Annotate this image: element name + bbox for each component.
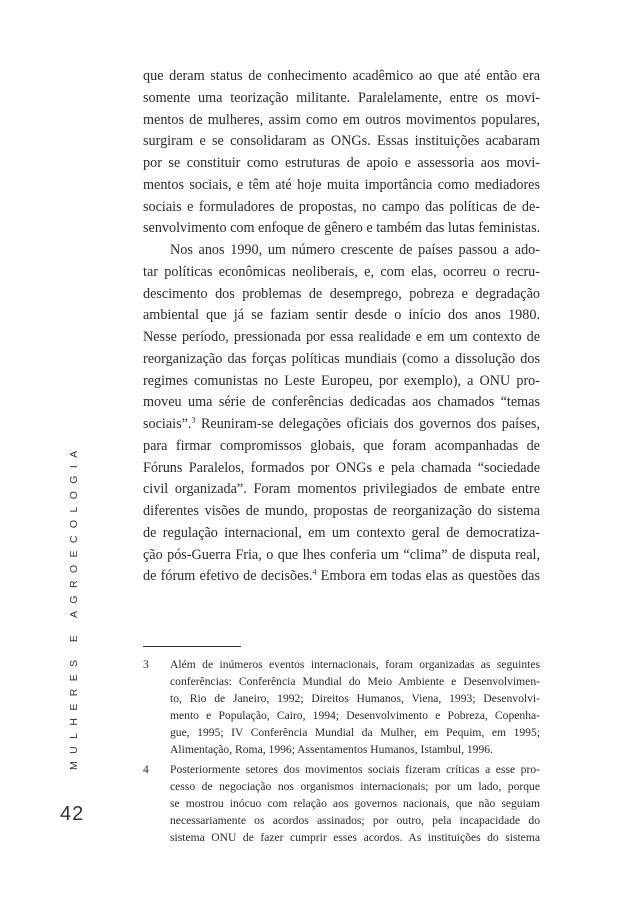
text-line: por se constituir como estruturas de apoio e assessoria aos movi- (143, 155, 540, 171)
footnote-3 (143, 656, 540, 759)
text-line: mentos de mulheres, assim como em outros movimentos populares, (143, 111, 540, 128)
text-line: ção pós-Guerra Fria, o que lhes conferia um “clima” de disputa real, (143, 546, 540, 563)
footnote-line: gue, 1995; IV Conferência Mundial da Mulher, em Pequim, em 1995; (170, 726, 540, 740)
text-fragment: Reuniram-se delegações oficiais dos governos dos países, (195, 416, 540, 432)
footnote-line: necessariamente os acordos assinados; por outro, pela incapacidade do (170, 813, 540, 827)
text-line: que deram status de conhecimento acadêmico ao que até então era (143, 68, 540, 84)
text-line: somente uma teorização militante. Paralelamente, entre os movi- (143, 89, 540, 106)
text-line: surgiram e se consolidaram as ONGs. Essas instituições acabaram (143, 133, 540, 150)
text-line: descimento dos problemas de desemprego, pobreza e degradação (143, 285, 540, 302)
text-line: diferentes visões de mundo, propostas de reorganização do sistema (143, 503, 540, 519)
footnote-line: Além de inúmeros eventos internacionais, foram organizadas as seguintes (170, 658, 540, 671)
footnote-number: 3 (143, 658, 149, 671)
text-line: para firmar compromissos globais, que foram acompanhadas de (143, 437, 540, 454)
text-line (143, 566, 540, 588)
footnote-divider (143, 646, 241, 647)
footnote-line: Posteriormente setores dos movimentos sociais fizeram críticas a esse pro- (170, 762, 540, 776)
footnote-line: Alimentação, Roma, 1996; Assentamentos Humanos, Istambul, 1996. (170, 743, 493, 757)
text-line: regimes comunistas no Leste Europeu, por exemplo), a ONU pro- (143, 372, 540, 389)
footnote-line: to, Rio de Janeiro, 1992; Direitos Humanos, Viena, 1993; Desenvolvi- (170, 692, 540, 706)
body-text (143, 66, 540, 588)
text-line: reorganização das forças políticas mundiais (como a dissolução dos (143, 350, 540, 367)
text-fragment: Embora em todas elas as questões das (316, 568, 540, 585)
text-line: Fóruns Paralelos, formados por ONGs e pela chamada “sociedade (143, 459, 540, 476)
footnote-line: se mostrou inócuo com relação aos governos nacionais, que não seguiam (170, 796, 540, 810)
page-number: 42 (60, 803, 85, 825)
footnote-line: cesso de negociação nos organismos internacionais; por um lado, porque (170, 779, 540, 793)
footnote-ref-3[interactable]: 3 (191, 415, 196, 425)
footnote-line: conferências: Conferência Mundial do Meio Ambiente e Desenvolvimen- (170, 675, 540, 689)
footnote-line: sistema ONU de fazer cumprir esses acordos. As instituições do sistema (170, 830, 540, 844)
text-line: tar políticas econômicas neoliberais, e, com elas, ocorreu o recru- (143, 263, 540, 280)
text-line: sociais e formuladores de propostas, no campo das políticas de de- (143, 198, 540, 215)
text-line (143, 414, 540, 436)
footnote-4 (143, 761, 540, 846)
footnote-ref-4[interactable]: 4 (312, 567, 317, 577)
text-line: Nesse período, pressionada por essa realidade e em um contexto de (143, 329, 540, 345)
text-line: civil organizada”. Foram momentos privilegiados de embate entre (143, 481, 540, 498)
paragraph-start-line: Nos anos 1990, um número crescente de países passou a ado- (170, 242, 540, 258)
footnote-line: mento e População, Cairo, 1994; Desenvolvimento e Pobreza, Copenha- (170, 709, 540, 723)
footnotes (143, 656, 540, 848)
text-line: ambiental que já se faziam sentir desde o início dos anos 1980. (143, 307, 540, 324)
text-fragment: sociais”. (143, 416, 192, 432)
text-line: senvolvimento com enfoque de gênero e também das lutas feministas. (143, 220, 541, 237)
footnote-number: 4 (143, 762, 149, 776)
text-fragment: de fórum efetivo de decisões. (143, 568, 313, 585)
text-line: de regulação internacional, em um contexto geral de democratiza- (143, 524, 540, 541)
running-title: MULHERES E AGROECOLOGIA (68, 443, 80, 770)
text-line: mentos sociais, e têm até hoje muita importância como mediadores (143, 176, 540, 193)
text-line: moveu uma série de conferências dedicadas aos chamados “temas (143, 394, 540, 411)
